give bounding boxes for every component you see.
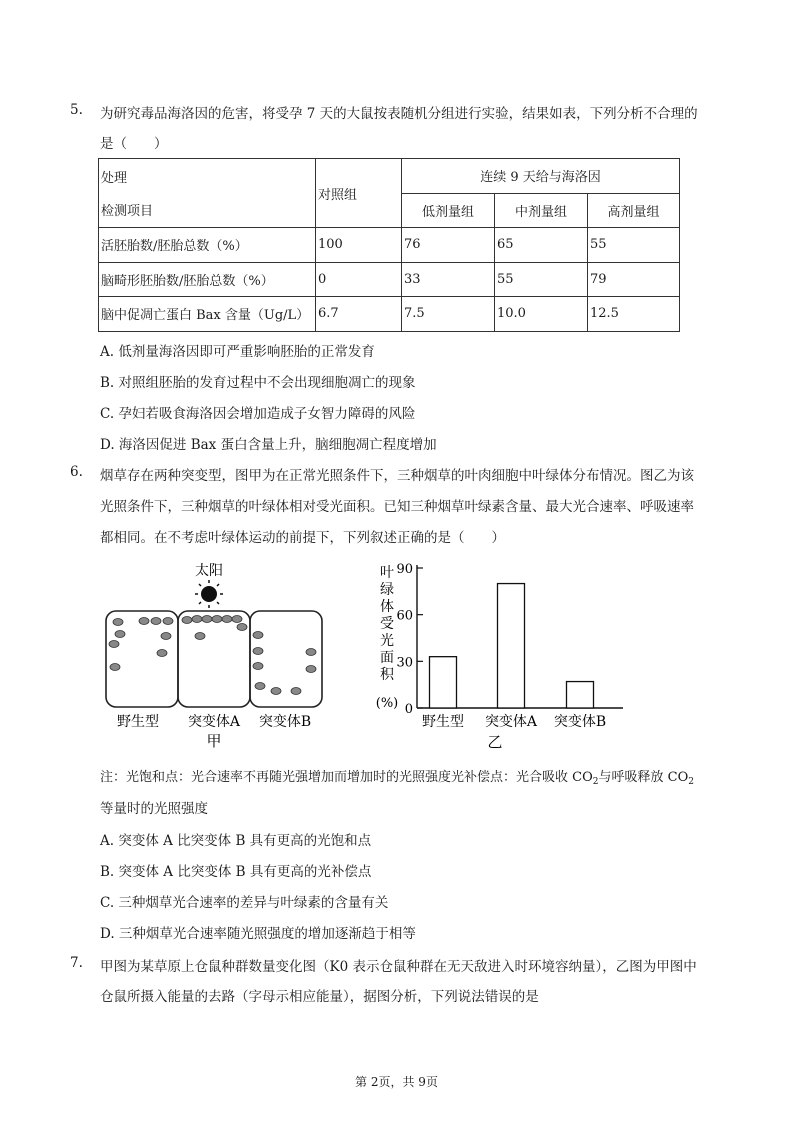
y-tick-label: 90 bbox=[396, 562, 413, 577]
option-a[interactable]: A. 突变体 A 比突变体 B 具有更高的光饱和点 bbox=[100, 833, 372, 849]
question-stem-line: 是（ ） bbox=[100, 136, 168, 152]
table-row bbox=[99, 262, 680, 297]
option-c[interactable]: C. 三种烟草光合速率的差异与叶绿素的含量有关 bbox=[100, 895, 389, 911]
cell: 55 bbox=[588, 228, 680, 263]
row-label: 脑畸形胚胎数/胚胎总数（%） bbox=[99, 262, 316, 297]
bar-3 bbox=[567, 682, 594, 708]
question-stem-line: 都相同。在不考虑叶绿体运动的前提下，下列叙述正确的是（ ） bbox=[100, 530, 505, 546]
header-treatment: 连续 9 天给与海洛因 bbox=[402, 159, 680, 194]
cell-mutant-b bbox=[250, 611, 322, 707]
question-stem-line: 甲图为某草原上仓鼠种群数量变化图（K0 表示仓鼠种群在无天敌进入时环境容纳量），乙图为甲图中 bbox=[100, 959, 697, 975]
x-tick-label: 野生型 bbox=[422, 714, 464, 730]
question-stem-line: 为研究毒品海洛因的危害，将受孕 7 天的大鼠按表随机分组进行实验，结果如表，下列分析不合理的 bbox=[100, 106, 698, 122]
x-tick-labels bbox=[422, 713, 606, 730]
option-d[interactable]: D. 海洛因促进 Bax 蛋白含量上升，脑细胞凋亡程度增加 bbox=[100, 437, 437, 453]
sun-label: 太阳 bbox=[195, 563, 223, 579]
page-footer: 第 2页，共 9页 bbox=[355, 1075, 438, 1089]
data-table bbox=[98, 158, 680, 332]
y-axis-label-char: 体 bbox=[380, 599, 394, 615]
cell: 0 bbox=[316, 262, 402, 297]
y-axis-label-char: 光 bbox=[380, 633, 394, 649]
label-mutant-a: 突变体A bbox=[187, 714, 241, 730]
note-line: 等量时的光照强度 bbox=[100, 801, 208, 817]
cell: 79 bbox=[588, 262, 680, 297]
row-label: 脑中促凋亡蛋白 Bax 含量（Ug/L） bbox=[99, 297, 316, 332]
cell: 7.5 bbox=[402, 297, 495, 332]
cell: 55 bbox=[495, 262, 588, 297]
y-tick-label: 30 bbox=[396, 655, 413, 671]
y-axis-label bbox=[380, 565, 395, 683]
label-wild-type: 野生型 bbox=[117, 714, 159, 730]
header-high-dose: 高剂量组 bbox=[588, 193, 680, 228]
option-d[interactable]: D. 三种烟草光合速率随光照强度的增加逐渐趋于相等 bbox=[100, 926, 416, 942]
bars bbox=[430, 584, 594, 708]
cell: 33 bbox=[402, 262, 495, 297]
question-number: 6. bbox=[70, 464, 83, 480]
header-mid-dose: 中剂量组 bbox=[495, 193, 588, 228]
cell: 6.7 bbox=[316, 297, 402, 332]
y-axis-label-char: 叶 bbox=[380, 565, 394, 581]
cell: 65 bbox=[495, 228, 588, 263]
figure-b-caption: 乙 bbox=[487, 733, 503, 751]
figure-a-chloroplast-cells bbox=[100, 555, 330, 755]
y-axis-label-char: 绿 bbox=[380, 582, 394, 598]
y-ticks bbox=[396, 562, 423, 717]
header-low-dose: 低剂量组 bbox=[402, 193, 495, 228]
cell: 10.0 bbox=[495, 297, 588, 332]
chloroplasts-wild-type bbox=[109, 618, 173, 671]
table-row bbox=[99, 297, 680, 332]
chloroplasts-mutant-a bbox=[182, 616, 247, 640]
header-item-label: 检测项目 bbox=[101, 204, 154, 219]
chloroplasts-mutant-b bbox=[253, 632, 316, 695]
header-treatment-label: 处理 bbox=[101, 171, 128, 186]
option-c[interactable]: C. 孕妇若吸食海洛因会增加造成子女智力障碍的风险 bbox=[100, 406, 416, 422]
bar-1 bbox=[430, 657, 457, 708]
x-tick-label: 突变体B bbox=[553, 714, 607, 730]
figure-b-bar-chart bbox=[365, 555, 630, 755]
cell: 100 bbox=[316, 228, 402, 263]
question-stem-line: 烟草存在两种突变型，图甲为在正常光照条件下，三种烟草的叶肉细胞中叶绿体分布情况。图乙为该 bbox=[100, 468, 694, 484]
table-row bbox=[99, 228, 680, 263]
figure-a-caption: 甲 bbox=[206, 732, 222, 750]
y-axis-label-char: 面 bbox=[380, 650, 394, 666]
option-b[interactable]: B. 突变体 A 比突变体 B 具有更高的光补偿点 bbox=[100, 864, 372, 880]
sun-icon bbox=[195, 580, 223, 608]
cell: 12.5 bbox=[588, 297, 680, 332]
subscript: 2 bbox=[688, 777, 694, 787]
question-number: 7. bbox=[70, 955, 83, 971]
header-control: 对照组 bbox=[316, 159, 402, 228]
note-text: 注：光饱和点：光合速率不再随光强增加而增加时的光照强度光补偿点：光合吸收 CO bbox=[100, 770, 593, 785]
row-label: 活胚胎数/胚胎总数（%） bbox=[99, 228, 316, 263]
note-line bbox=[100, 766, 694, 787]
cell: 76 bbox=[402, 228, 495, 263]
y-tick-label: 0 bbox=[404, 702, 413, 717]
x-tick-label: 突变体A bbox=[484, 714, 538, 730]
question-stem-line: 光照条件下，三种烟草的叶绿体相对受光面积。已知三种烟草叶绿素含量、最大光合速率、呼吸速率 bbox=[100, 499, 694, 515]
bar-2 bbox=[498, 584, 525, 708]
question-stem-line: 仓鼠所摄入能量的去路（字母示相应能量），据图分析，下列说法错误的是 bbox=[100, 989, 539, 1005]
option-b[interactable]: B. 对照组胚胎的发育过程中不会出现细胞凋亡的现象 bbox=[100, 375, 416, 391]
y-tick-label: 60 bbox=[396, 608, 413, 624]
y-axis-label-char: 受 bbox=[380, 616, 394, 632]
y-axis-label-char: 积 bbox=[380, 667, 394, 683]
option-a[interactable]: A. 低剂量海洛因即可严重影响胚胎的正常发育 bbox=[100, 344, 375, 360]
subscript: 2 bbox=[592, 777, 599, 787]
y-axis-unit: (%) bbox=[375, 696, 399, 711]
question-number: 5. bbox=[70, 102, 83, 118]
table-corner-header bbox=[99, 159, 316, 228]
note-text: 与呼吸释放 CO bbox=[598, 770, 689, 785]
label-mutant-b: 突变体B bbox=[258, 714, 312, 730]
